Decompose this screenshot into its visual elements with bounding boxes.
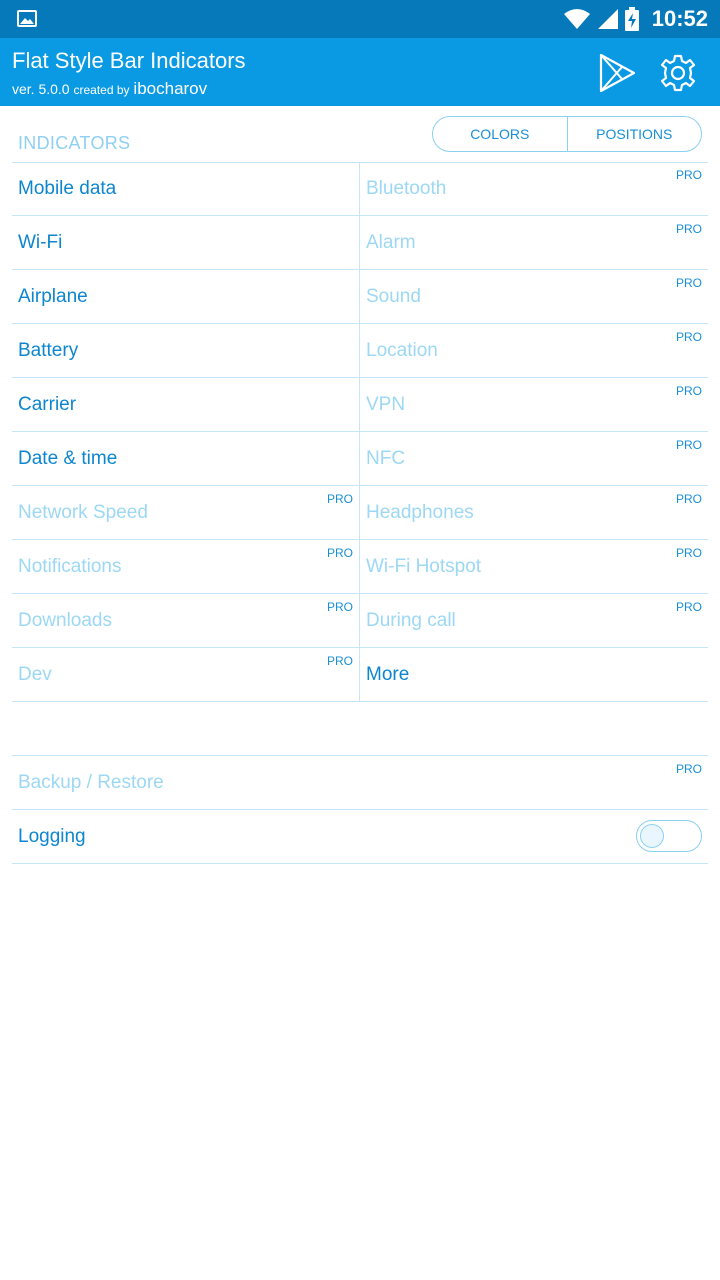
- pro-badge: PRO: [675, 600, 702, 614]
- section-title: INDICATORS: [18, 133, 131, 153]
- gear-icon[interactable]: [656, 51, 700, 95]
- indicator-label: Wi-Fi: [18, 232, 63, 253]
- indicator-label: Downloads: [18, 610, 112, 631]
- indicator-row: [12, 594, 708, 648]
- indicator-label: Bluetooth: [366, 178, 447, 199]
- indicator-item[interactable]: [12, 378, 360, 431]
- pro-badge: PRO: [326, 546, 353, 560]
- pro-badge: PRO: [675, 384, 702, 398]
- indicator-item[interactable]: [360, 486, 708, 539]
- indicator-item[interactable]: [360, 216, 708, 269]
- indicator-label: VPN: [366, 394, 406, 415]
- pro-badge: PRO: [675, 276, 702, 290]
- indicator-item[interactable]: [12, 648, 360, 701]
- indicator-label: Sound: [366, 286, 421, 307]
- logging-row[interactable]: [12, 810, 708, 864]
- pro-badge: PRO: [326, 600, 353, 614]
- wifi-icon: [564, 8, 590, 30]
- backup-label: Backup / Restore: [18, 772, 164, 793]
- status-bar: [0, 0, 720, 38]
- indicator-row: [12, 378, 708, 432]
- indicator-item[interactable]: [12, 324, 360, 377]
- indicator-label: More: [366, 664, 410, 685]
- gallery-icon: [17, 10, 37, 27]
- indicator-row: [12, 648, 708, 702]
- indicator-item[interactable]: [12, 162, 360, 215]
- pro-badge: PRO: [675, 762, 702, 776]
- indicator-row: [12, 270, 708, 324]
- colors-button[interactable]: COLORS: [470, 126, 530, 142]
- backup-row[interactable]: [12, 756, 708, 810]
- pro-badge: PRO: [326, 654, 353, 668]
- pro-badge: PRO: [326, 492, 353, 506]
- indicators-grid: [12, 162, 708, 702]
- indicator-row: [12, 324, 708, 378]
- indicator-label: NFC: [366, 448, 406, 469]
- indicator-label: Battery: [18, 340, 79, 361]
- indicator-label: Network Speed: [18, 502, 148, 523]
- system-tray: [564, 0, 708, 38]
- pro-badge: PRO: [675, 546, 702, 560]
- indicator-label: Location: [366, 340, 438, 361]
- play-store-icon[interactable]: [596, 52, 638, 94]
- indicator-row: [12, 486, 708, 540]
- indicator-item[interactable]: [360, 324, 708, 377]
- indicator-item[interactable]: [12, 216, 360, 269]
- indicator-label: Carrier: [18, 394, 77, 415]
- indicator-label: Notifications: [18, 556, 122, 577]
- backup-cell[interactable]: [12, 756, 708, 809]
- logging-cell[interactable]: [12, 810, 708, 863]
- indicator-item[interactable]: [360, 162, 708, 215]
- indicator-row: [12, 432, 708, 486]
- indicator-item[interactable]: [12, 486, 360, 539]
- indicator-item[interactable]: [360, 540, 708, 593]
- extra-settings: [12, 755, 708, 864]
- indicator-item[interactable]: [360, 270, 708, 323]
- indicator-item[interactable]: [360, 648, 708, 701]
- indicator-item[interactable]: [360, 378, 708, 431]
- author-name: ibocharov: [133, 79, 208, 98]
- indicator-label: During call: [366, 610, 456, 631]
- indicator-row: [12, 216, 708, 270]
- battery-charging-icon: [624, 7, 640, 31]
- created-by-label: created by: [73, 83, 130, 97]
- indicator-label: Headphones: [366, 502, 474, 523]
- indicator-row: [12, 540, 708, 594]
- segmented-control: [432, 116, 702, 152]
- logging-label: Logging: [18, 826, 86, 847]
- logging-toggle[interactable]: [636, 820, 702, 852]
- indicator-label: Dev: [18, 664, 52, 685]
- indicator-label: Alarm: [366, 232, 416, 253]
- app-subtitle: [12, 79, 207, 99]
- signal-icon: [596, 8, 618, 30]
- pro-badge: PRO: [675, 168, 702, 182]
- pro-badge: PRO: [675, 330, 702, 344]
- indicator-label: Date & time: [18, 448, 118, 469]
- clock-time: 10:52: [651, 6, 708, 31]
- indicator-item[interactable]: [12, 270, 360, 323]
- indicator-item[interactable]: [12, 594, 360, 647]
- indicator-label: Wi-Fi Hotspot: [366, 556, 482, 577]
- indicator-label: Airplane: [18, 286, 88, 307]
- indicator-item[interactable]: [360, 432, 708, 485]
- indicator-item[interactable]: [12, 540, 360, 593]
- indicator-row: [12, 162, 708, 216]
- positions-button[interactable]: POSITIONS: [567, 117, 702, 151]
- toggle-knob: [640, 824, 664, 848]
- pro-badge: PRO: [675, 222, 702, 236]
- indicator-item[interactable]: [12, 432, 360, 485]
- indicator-label: Mobile data: [18, 178, 117, 199]
- app-title: Flat Style Bar Indicators: [12, 48, 246, 73]
- pro-badge: PRO: [675, 492, 702, 506]
- app-bar: [0, 38, 720, 106]
- indicator-item[interactable]: [360, 594, 708, 647]
- indicators-header: [12, 108, 708, 163]
- pro-badge: PRO: [675, 438, 702, 452]
- version-label: ver. 5.0.0: [12, 81, 70, 97]
